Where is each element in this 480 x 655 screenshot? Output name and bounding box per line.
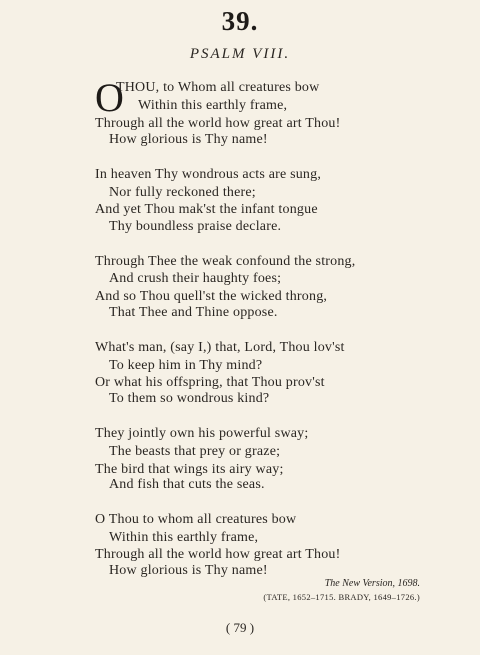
stanza-line: What's man, (say I,) that, Lord, Thou lov'st <box>95 340 345 355</box>
stanza-line: And yet Thou mak'st the infant tongue <box>95 202 318 217</box>
stanza-line: How glorious is Thy name! <box>109 563 268 578</box>
stanza-line: And so Thou quell'st the wicked throng, <box>95 289 328 304</box>
stanza-line: They jointly own his powerful sway; <box>95 426 309 441</box>
stanza-line: Through all the world how great art Thou! <box>95 547 341 562</box>
stanza-line: And fish that cuts the seas. <box>109 477 265 492</box>
drop-cap: O <box>95 75 124 120</box>
stanza-line: The beasts that prey or graze; <box>109 444 281 459</box>
source-attribution: The New Version, 1698. <box>324 578 420 589</box>
stanza-line: Nor fully reckoned there; <box>109 185 256 200</box>
stanza-line: Through all the world how great art Thou! <box>95 116 341 131</box>
stanza-line: Within this earthly frame, <box>138 98 288 113</box>
stanza-line: The bird that wings its airy way; <box>95 462 284 477</box>
stanza-line: And crush their haughty foes; <box>109 271 282 286</box>
stanza-line: Or what his offspring, that Thou prov'st <box>95 375 325 390</box>
stanza-line: O Thou to whom all creatures bow <box>95 512 297 527</box>
author-attribution: (TATE, 1652–1715. BRADY, 1649–1726.) <box>263 592 420 602</box>
stanza-line: How glorious is Thy name! <box>109 132 268 147</box>
stanza-line: Within this earthly frame, <box>109 530 259 545</box>
stanza-line: In heaven Thy wondrous acts are sung, <box>95 167 322 182</box>
stanza-line: Through Thee the weak confound the strong, <box>95 254 356 269</box>
stanza-line: That Thee and Thine oppose. <box>109 305 278 320</box>
stanza-line: To them so wondrous kind? <box>109 391 270 406</box>
stanza-line: THOU, to Whom all creatures bow <box>116 80 320 95</box>
hymn-number: 39. <box>221 6 259 36</box>
stanza-line: Thy boundless praise declare. <box>109 219 282 234</box>
psalm-title: PSALM VIII. <box>189 46 291 62</box>
page-number: ( 79 ) <box>225 620 255 635</box>
stanza-line: To keep him in Thy mind? <box>109 358 263 373</box>
